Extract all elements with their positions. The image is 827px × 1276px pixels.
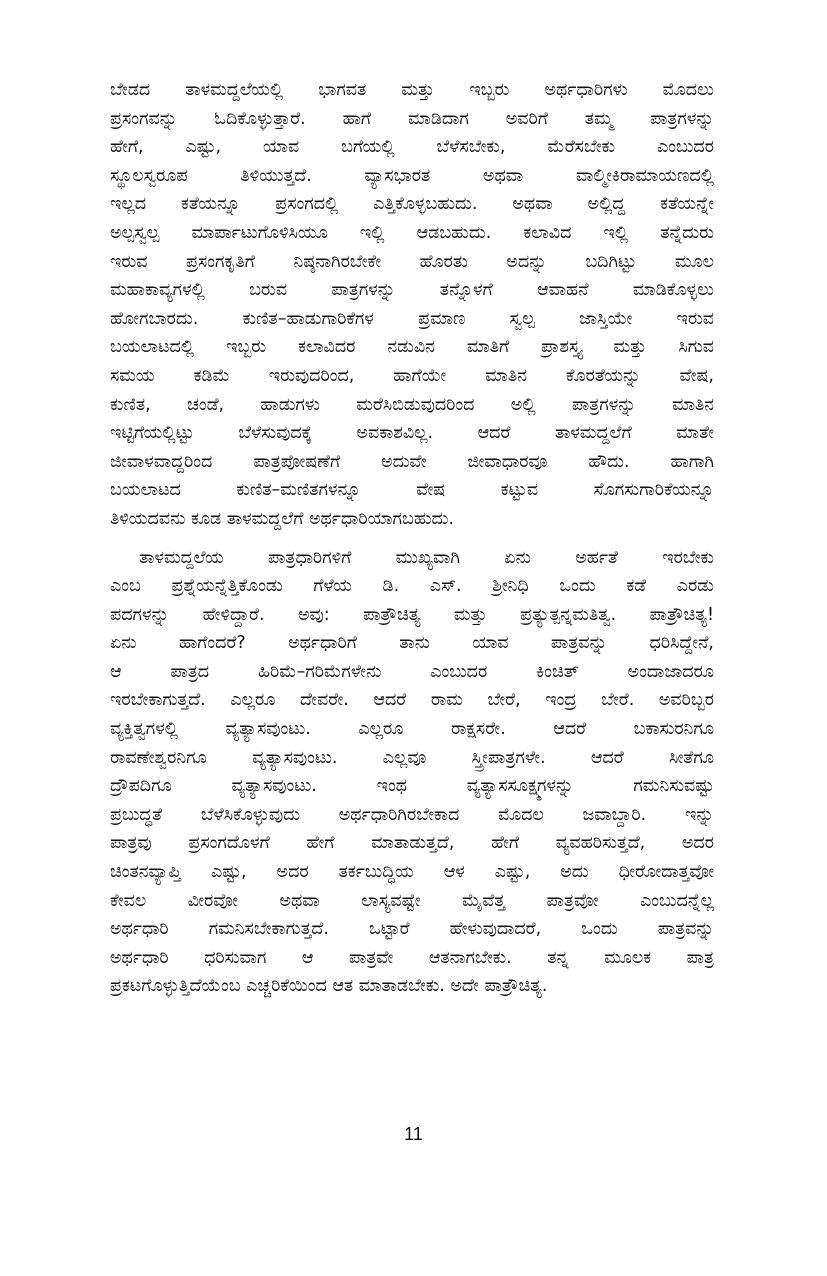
text-line: ಏನು ಹಾಗೆಂದರೆ? ಅರ್ಥಧಾರಿಗೆ ತಾನು ಯಾವ ಪಾತ್ರವನ್ನು ಧರಿಸಿದ್ದೇನೆ,	[110, 633, 714, 654]
text-line: ಮಹಾಕಾವ್ಯಗಳಲ್ಲಿ ಬರುವ ಪಾತ್ರಗಳನ್ನು ತನ್ನೊಳಗೆ ಆವಾಹನೆ ಮಾಡಿಕೊಳ್ಳಲು	[110, 280, 714, 301]
text-line: ಕೇವಲ ವೀರವೋ ಅಥವಾ ಲಾಸ್ಯವಷ್ಟೇ ಮೈವೆತ್ತ ಪಾತ್ರವೋ ಎಂಬುದನ್ನೆಲ್ಲ	[110, 890, 714, 911]
text-line: ಎಂಬ ಪ್ರಶ್ನೆಯನ್ನೆತ್ತಿಕೊಂಡು ಗೆಳೆಯ ಡಿ. ಎಸ್. ಶ್ರೀನಿಧಿ ಒಂದು ಕಡೆ ಎರಡು	[110, 576, 714, 597]
text-line: ಕುಣಿತ, ಚಂಡೆ, ಹಾಡುಗಳು ಮರೆಸಿಬಿಡುವುದರಿಂದ ಅಲ್ಲಿ ಪಾತ್ರಗಳನ್ನು ಮಾತಿನ	[110, 394, 714, 415]
text-line: ಚಿಂತನವ್ಯಾಪ್ತಿ ಎಷ್ಟು, ಅದರ ತರ್ಕಬುದ್ಧಿಯ ಆಳ ಎಷ್ಟು, ಅದು ಧೀರೋದಾತ್ತವೋ	[110, 862, 714, 883]
text-line: ಆ ಪಾತ್ರದ ಹಿರಿಮೆ–ಗರಿಮೆಗಳೇನು ಎಂಬುದರ ಕಿಂಚಿತ್ ಅಂದಾಜಾದರೂ	[110, 661, 714, 682]
paragraph-2	[110, 544, 714, 1002]
text-line: ಪ್ರಸಂಗವನ್ನು ಓದಿಕೊಳ್ಳುತ್ತಾರೆ. ಹಾಗೆ ಮಾಡಿದಾಗ ಅವರಿಗೆ ತಮ್ಮ ಪಾತ್ರಗಳನ್ನು	[110, 108, 714, 129]
text-line: ಸ್ಥೂಲಸ್ವರೂಪ ತಿಳಿಯುತ್ತದೆ. ವ್ಯಾಸಭಾರತ ಅಥವಾ ವಾಲ್ಮೀಕಿರಾಮಾಯಣದಲ್ಲಿ	[110, 165, 714, 186]
text-line: ವ್ಯಕ್ತಿತ್ವಗಳಲ್ಲಿ ವ್ಯತ್ಯಾಸವುಂಟು. ಎಲ್ಲರೂ ರಾಕ್ಷಸರೇ. ಆದರೆ ಬಕಾಸುರನಿಗೂ	[110, 719, 714, 740]
page-body	[110, 76, 714, 1001]
text-line: ಹೇಗೆ, ಎಷ್ಟು, ಯಾವ ಬಗೆಯಲ್ಲಿ ಬೆಳೆಸಬೇಕು, ಮೆರೆಸಬೇಕು ಎಂಬುದರ	[110, 137, 714, 158]
text-line: ರಾವಣೇಶ್ವರನಿಗೂ ವ್ಯತ್ಯಾಸವುಂಟು. ಎಲ್ಲವೂ ಸ್ತ್ರೀಪಾತ್ರಗಳೇ. ಆದರೆ ಸೀತೆಗೂ	[110, 747, 714, 768]
text-line: ತಿಳಿಯದವನು ಕೂಡ ತಾಳಮದ್ದಲೆಗೆ ಅರ್ಥಧಾರಿಯಾಗಬಹುದು.	[110, 508, 454, 529]
text-line: ಇಟ್ಟಿಗೆಯಲ್ಲಿಟ್ಟು ಬೆಳೆಸುವುದಕ್ಕೆ ಅವಕಾಶವಿಲ್ಲ. ಆದರೆ ತಾಳಮದ್ದಲೆಗೆ ಮಾತೇ	[110, 423, 714, 444]
text-line: ದ್ರೌಪದಿಗೂ ವ್ಯತ್ಯಾಸವುಂಟು. ಇಂಥ ವ್ಯತ್ಯಾಸಸೂಕ್ಷ್ಮಗಳನ್ನು ಗಮನಿಸುವಷ್ಟು	[110, 776, 714, 797]
page-number: 11	[404, 1124, 423, 1144]
text-line: ತಾಳಮದ್ದಲೆಯ ಪಾತ್ರಧಾರಿಗಳಿಗೆ ಮುಖ್ಯವಾಗಿ ಏನು ಅರ್ಹತೆ ಇರಬೇಕು	[139, 547, 714, 568]
text-line: ಹೋಗಬಾರದು. ಕುಣಿತ–ಹಾಡುಗಾರಿಕೆಗಳ ಪ್ರಮಾಣ ಸ್ವಲ್ಪ ಜಾಸ್ತಿಯೇ ಇರುವ	[110, 308, 714, 329]
text-line: ಪ್ರಕಟಗೊಳ್ಳುತ್ತಿದೆಯೆಂಬ ಎಚ್ಚರಿಕೆಯಿಂದ ಆತ ಮಾತಾಡಬೇಕು. ಅದೇ ಪಾತ್ರೌಚಿತ್ಯ.	[110, 976, 548, 997]
text-line: ಪ್ರಬುದ್ಧತೆ ಬೆಳೆಸಿಕೊಳ್ಳುವುದು ಅರ್ಥಧಾರಿಗಿರಬೇಕಾದ ಮೊದಲ ಜವಾಬ್ದಾರಿ. ಇನ್ನು	[110, 804, 714, 825]
paragraph-1	[110, 76, 714, 534]
text-line: ಅರ್ಥಧಾರಿ ಧರಿಸುವಾಗ ಆ ಪಾತ್ರವೇ ಆತನಾಗಬೇಕು. ತನ್ನ ಮೂಲಕ ಪಾತ್ರ	[110, 947, 714, 968]
text-line: ಪದಗಳನ್ನು ಹೇಳಿದ್ದಾರೆ. ಅವು: ಪಾತ್ರೌಚಿತ್ಯ ಮತ್ತು ಪ್ರತ್ಯುತ್ಪನ್ನಮತಿತ್ವ. ಪಾತ್ರೌಚಿತ್ಯ!	[110, 604, 714, 625]
text-line: ಬೇಡದ ತಾಳಮದ್ದಲೆಯಲ್ಲಿ ಭಾಗವತ ಮತ್ತು ಇಬ್ಬರು ಅರ್ಥಧಾರಿಗಳು ಮೊದಲು	[110, 80, 714, 100]
text-line: ಅಲ್ಪಸ್ವಲ್ಪ ಮಾರ್ಪಾಟುಗೊಳಿಸಿಯೂ ಇಲ್ಲಿ ಆಡಬಹುದು. ಕಲಾವಿದ ಇಲ್ಲಿ ತನ್ನೆದುರು	[110, 222, 714, 243]
text-line: ಬಯಲಾಟದಲ್ಲಿ ಇಬ್ಬರು ಕಲಾವಿದರ ನಡುವಿನ ಮಾತಿಗೆ ಪ್ರಾಶಸ್ತ್ಯ ಮತ್ತು ಸಿಗುವ	[110, 337, 714, 358]
text-line: ಇಲ್ಲದ ಕತೆಯನ್ನೂ ಪ್ರಸಂಗದಲ್ಲಿ ಎತ್ತಿಕೊಳ್ಳಬಹುದು. ಅಥವಾ ಅಲ್ಲಿದ್ದ ಕತೆಯನ್ನೇ	[110, 194, 714, 215]
text-line: ಇರುವ ಪ್ರಸಂಗಕೃತಿಗೆ ನಿಷ್ಠನಾಗಿರಬೇಕೇ ಹೊರತು ಅದನ್ನು ಬದಿಗಿಟ್ಟು ಮೂಲ	[110, 251, 714, 272]
text-line: ಸಮಯ ಕಡಿಮೆ ಇರುವುದರಿಂದ, ಹಾಗೆಯೇ ಮಾತಿನ ಕೊರತೆಯನ್ನು ವೇಷ,	[110, 365, 714, 386]
text-line: ಬಯಲಾಟದ ಕುಣಿತ–ಮಣಿತಗಳನ್ನೂ ವೇಷ ಕಟ್ಟುವ ಸೊಗಸುಗಾರಿಕೆಯನ್ನೂ	[110, 480, 714, 501]
text-line: ಅರ್ಥಧಾರಿ ಗಮನಿಸಬೇಕಾಗುತ್ತದೆ. ಒಟ್ಟಾರೆ ಹೇಳುವುದಾದರೆ, ಒಂದು ಪಾತ್ರವನ್ನು	[110, 919, 714, 940]
text-line: ಇರಬೇಕಾಗುತ್ತದೆ. ಎಲ್ಲರೂ ದೇವರೇ. ಆದರೆ ರಾಮ ಬೇರೆ, ಇಂದ್ರ ಬೇರೆ. ಅವರಿಬ್ಬರ	[110, 690, 714, 711]
text-line: ಜೀವಾಳವಾದ್ದರಿಂದ ಪಾತ್ರಪೋಷಣೆಗೆ ಅದುವೇ ಜೀವಾಧಾರವೂ ಹೌದು. ಹಾಗಾಗಿ	[110, 451, 714, 472]
text-line: ಪಾತ್ರವು ಪ್ರಸಂಗದೊಳಗೆ ಹೇಗೆ ಮಾತಾಡುತ್ತದೆ, ಹೇಗೆ ವ್ಯವಹರಿಸುತ್ತದೆ, ಅದರ	[110, 833, 714, 854]
